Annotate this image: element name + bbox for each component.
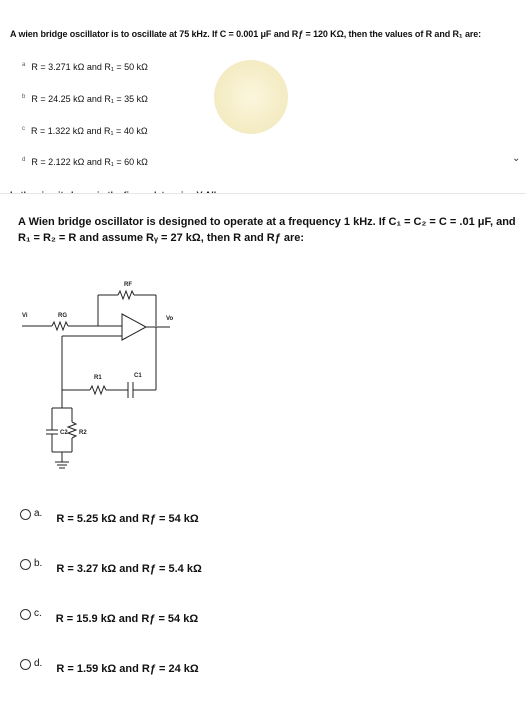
q2-option-letter: b.	[34, 558, 43, 569]
q1-option-text: R = 1.322 kΩ and R₁ = 40 kΩ	[31, 126, 148, 136]
question-1-text: A wien bridge oscillator is to oscillate at 75 kHz. If C = 0.001 μF and Rƒ = 120 KΩ, then the values of R and R₁ are:	[10, 29, 482, 39]
label-rf: RF	[124, 282, 132, 288]
q1-option-letter: b	[22, 94, 26, 100]
label-r2: R2	[79, 430, 87, 436]
label-c1: C1	[134, 373, 142, 379]
label-c2: C2	[60, 430, 68, 436]
chevron-down-icon[interactable]: ⌄	[512, 153, 521, 164]
radio-button[interactable]	[20, 659, 31, 670]
q1-option-letter: a	[22, 62, 26, 68]
q2-option-b[interactable]	[20, 558, 202, 575]
q1-option-text: R = 2.122 kΩ and R₁ = 60 kΩ	[31, 157, 148, 167]
q2-option-a[interactable]	[20, 508, 199, 525]
q2-option-letter: d.	[34, 658, 43, 669]
label-rg: RG	[58, 313, 67, 319]
q1-option-letter: c	[22, 126, 25, 132]
q2-option-text: R = 5.25 kΩ and Rƒ = 54 kΩ	[56, 513, 199, 525]
label-vi: Vi	[22, 313, 28, 319]
q2-option-d[interactable]	[20, 658, 199, 675]
question-2-text: A Wien bridge oscillator is designed to operate at a frequency 1 kHz. If C₁ = C₂ = C = .01 μF, and R₁ = R₂ = R and assume Rᵧ = 27 kΩ, then R and Rƒ are:	[18, 216, 516, 244]
radio-button[interactable]	[20, 559, 31, 570]
q2-option-letter: a.	[34, 508, 43, 519]
q2-option-c[interactable]	[20, 608, 199, 625]
q1-option-letter: d	[22, 157, 26, 163]
q2-option-text: R = 3.27 kΩ and Rƒ = 5.4 kΩ	[56, 563, 202, 575]
label-r1: R1	[94, 375, 102, 381]
q1-option-text: R = 24.25 kΩ and R₁ = 35 kΩ	[31, 94, 148, 104]
q2-option-text: R = 1.59 kΩ and Rƒ = 24 kΩ	[56, 663, 199, 675]
radio-button[interactable]	[20, 509, 31, 520]
q1-option-text: R = 3.271 kΩ and R₁ = 50 kΩ	[31, 62, 148, 72]
q2-option-text: R = 15.9 kΩ and Rƒ = 54 kΩ	[55, 613, 199, 625]
radio-button[interactable]	[20, 609, 31, 620]
q2-option-letter: c.	[34, 608, 42, 619]
label-vo: Vo	[166, 316, 174, 322]
